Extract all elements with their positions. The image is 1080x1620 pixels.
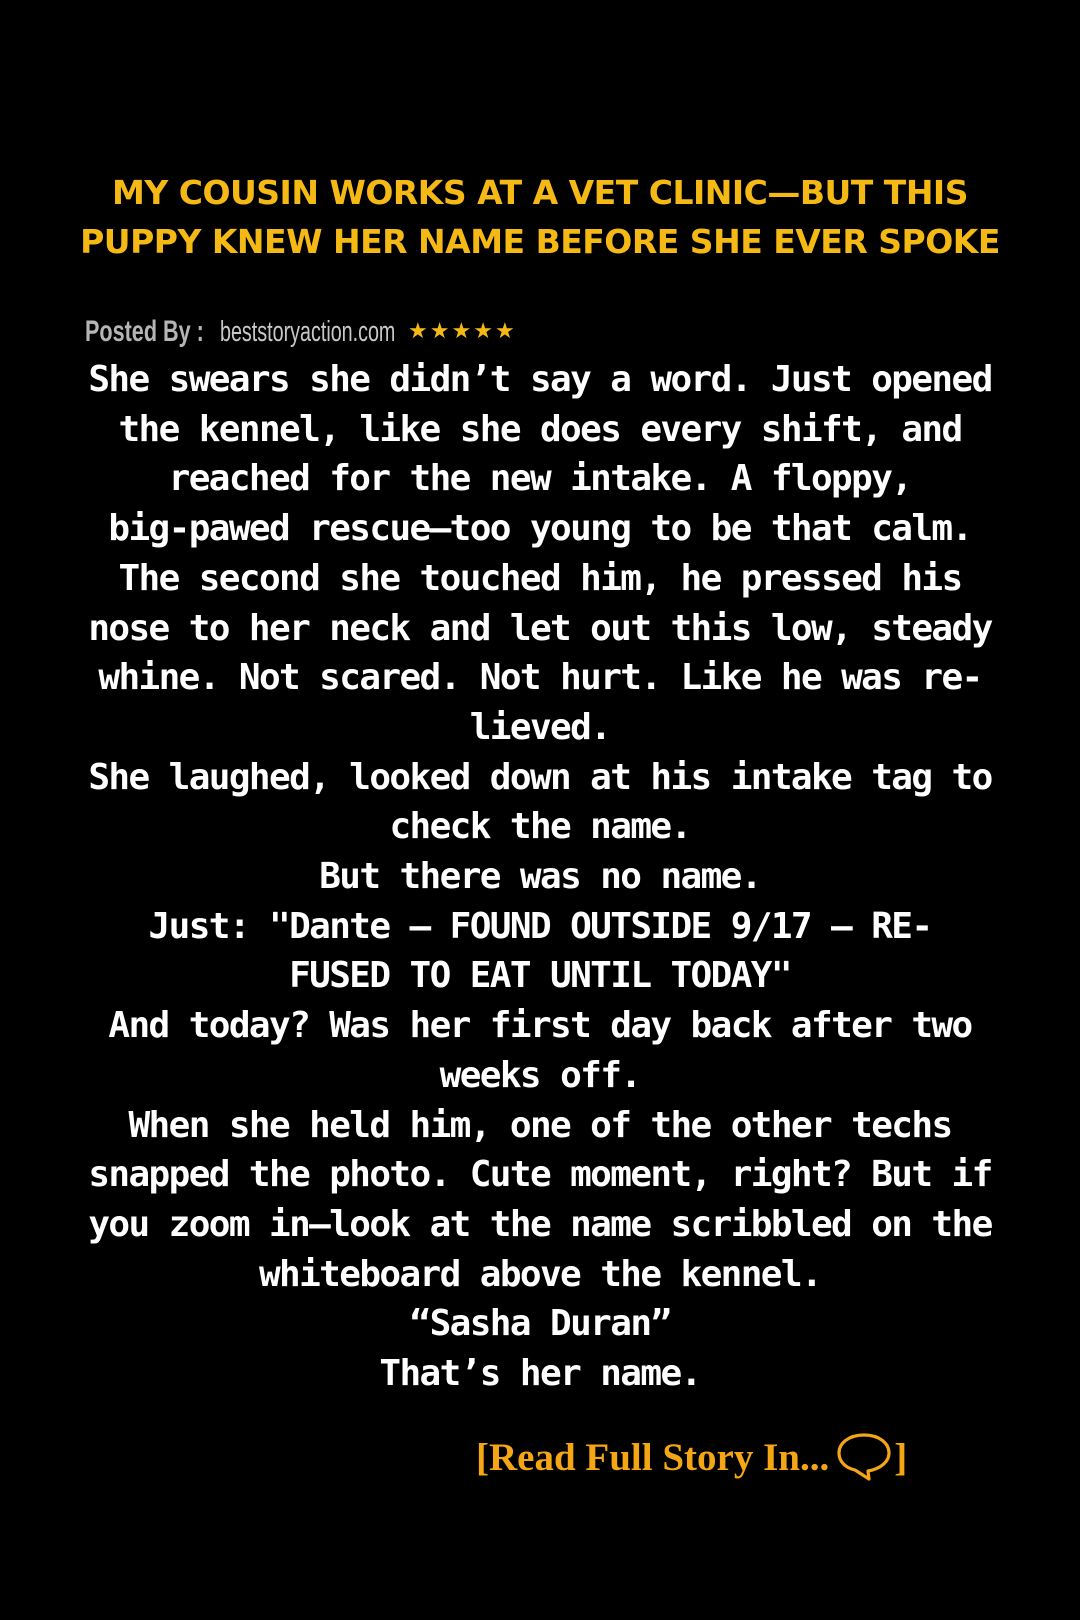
story-line: the kennel, like she does every shift, and: [118, 408, 962, 450]
story-body: [80, 355, 1000, 1399]
read-full-story-bracket: ]: [894, 1435, 908, 1479]
star-icon: ★: [429, 319, 450, 344]
read-full-story-link[interactable]: [476, 1428, 907, 1486]
rating-stars: [408, 321, 515, 343]
story-line: The second she touched him, he pressed his: [118, 557, 962, 599]
story-line: She laughed, looked down at his intake tag to: [88, 756, 992, 798]
story-title: [60, 168, 1020, 266]
story-title-line-1: MY COUSIN WORKS AT A VET CLINIC—BUT THIS: [112, 173, 968, 212]
story-line: “Sasha Duran”: [409, 1303, 671, 1345]
story-line: nose to her neck and let out this low, steady: [88, 607, 992, 649]
story-line: you zoom in—look at the name scribbled on the: [88, 1203, 992, 1245]
story-line: weeks off.: [439, 1054, 641, 1096]
story-line: And today? Was her first day back after two: [108, 1005, 972, 1047]
story-line: That’s her name.: [379, 1353, 701, 1395]
speech-bubble-icon: [835, 1431, 893, 1483]
story-line: whiteboard above the kennel.: [258, 1253, 822, 1295]
star-icon: ★: [451, 319, 472, 344]
byline: [85, 312, 515, 352]
story-line: When she held him, one of the other techs: [128, 1104, 952, 1146]
story-line: She swears she didn’t say a word. Just opened: [88, 359, 992, 400]
story-title-line-2: PUPPY KNEW HER NAME BEFORE SHE EVER SPOKE: [80, 222, 1000, 261]
story-line: snapped the photo. Cute moment, right? But if: [88, 1154, 992, 1196]
story-line: reached for the new intake. A floppy,: [168, 458, 912, 500]
star-icon: ★: [494, 319, 515, 344]
read-full-story-text: [Read Full Story In...: [476, 1435, 830, 1479]
posted-by-label: Posted By :: [85, 315, 204, 348]
story-line: But there was no name.: [319, 856, 761, 898]
star-icon: ★: [473, 319, 493, 344]
posted-by-site: beststoryaction.com: [220, 315, 396, 348]
story-line: Just: "Dante – FOUND OUTSIDE 9/17 – RE-: [148, 905, 932, 947]
story-line: FUSED TO EAT UNTIL TODAY": [289, 955, 791, 997]
story-line: big-pawed rescue—too young to be that calm.: [108, 508, 972, 550]
star-icon: ★: [408, 319, 428, 344]
story-line: lieved.: [469, 706, 611, 748]
story-line: check the name.: [389, 806, 691, 848]
story-line: whine. Not scared. Not hurt. Like he was re-: [98, 657, 982, 699]
